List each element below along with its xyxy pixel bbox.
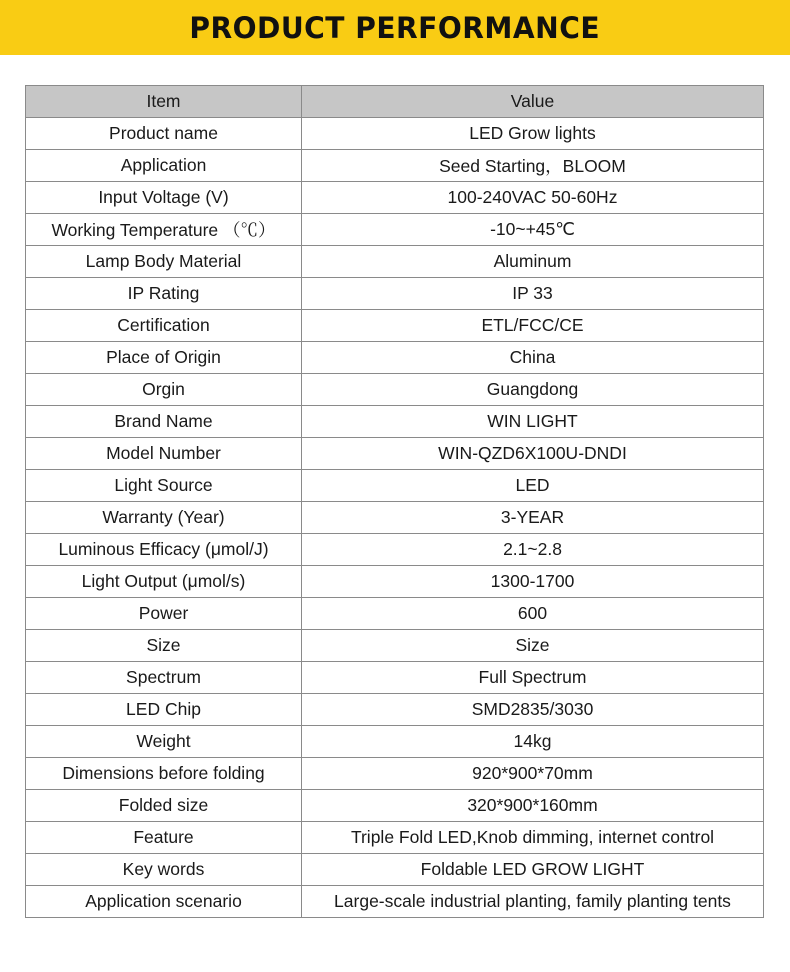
item-cell: Application [26,150,302,182]
item-cell: Application scenario [26,886,302,918]
item-cell: IP Rating [26,278,302,310]
value-cell: Size [302,630,764,662]
item-cell: LED Chip [26,694,302,726]
table-row [26,406,764,438]
table-row [26,214,764,246]
item-cell: Working Temperature （℃） [26,214,302,246]
item-cell: Luminous Efficacy (μmol/J) [26,534,302,566]
table-row [26,502,764,534]
item-cell: Dimensions before folding [26,758,302,790]
table-row [26,854,764,886]
table-row [26,726,764,758]
value-cell: China [302,342,764,374]
value-cell: 320*900*160mm [302,790,764,822]
page-title: PRODUCT PERFORMANCE [189,10,601,45]
value-cell: 100-240VAC 50-60Hz [302,182,764,214]
table-row [26,630,764,662]
table-row [26,598,764,630]
title-banner [0,0,790,55]
value-cell: Aluminum [302,246,764,278]
table-row [26,278,764,310]
spec-table [25,85,764,918]
table-row [26,182,764,214]
item-cell: Place of Origin [26,342,302,374]
item-cell: Light Output (μmol/s) [26,566,302,598]
table-row [26,822,764,854]
item-cell: Light Source [26,470,302,502]
item-cell: Size [26,630,302,662]
table-row [26,566,764,598]
table-row [26,758,764,790]
table-row [26,438,764,470]
value-cell: WIN LIGHT [302,406,764,438]
value-cell: ETL/FCC/CE [302,310,764,342]
table-row [26,790,764,822]
table-row [26,150,764,182]
value-cell: -10~+45℃ [302,214,764,246]
table-row [26,886,764,918]
value-cell: 3-YEAR [302,502,764,534]
item-cell: Product name [26,118,302,150]
value-cell: SMD2835/3030 [302,694,764,726]
column-header-value: Value [302,86,764,118]
item-cell: Model Number [26,438,302,470]
table-row [26,246,764,278]
item-cell: Spectrum [26,662,302,694]
value-cell: 600 [302,598,764,630]
item-cell: Orgin [26,374,302,406]
column-header-item: Item [26,86,302,118]
table-header-row [26,86,764,118]
table-row [26,310,764,342]
table-row [26,470,764,502]
value-cell: Guangdong [302,374,764,406]
table-row [26,534,764,566]
value-cell: WIN-QZD6X100U-DNDI [302,438,764,470]
item-cell: Feature [26,822,302,854]
value-cell: IP 33 [302,278,764,310]
table-row [26,694,764,726]
value-cell: LED Grow lights [302,118,764,150]
value-cell: Seed Starting，BLOOM [302,150,764,182]
value-cell: Foldable LED GROW LIGHT [302,854,764,886]
item-cell: Lamp Body Material [26,246,302,278]
value-cell: Full Spectrum [302,662,764,694]
table-row [26,118,764,150]
value-cell: 14kg [302,726,764,758]
value-cell: 1300-1700 [302,566,764,598]
item-cell: Input Voltage (V) [26,182,302,214]
item-cell: Warranty (Year) [26,502,302,534]
value-cell: LED [302,470,764,502]
value-cell: Triple Fold LED,Knob dimming, internet control [302,822,764,854]
table-row [26,342,764,374]
item-cell: Certification [26,310,302,342]
value-cell: 920*900*70mm [302,758,764,790]
item-cell: Key words [26,854,302,886]
item-cell: Power [26,598,302,630]
table-row [26,374,764,406]
table-row [26,662,764,694]
item-cell: Folded size [26,790,302,822]
item-cell: Brand Name [26,406,302,438]
value-cell: 2.1~2.8 [302,534,764,566]
item-cell: Weight [26,726,302,758]
value-cell: Large-scale industrial planting, family planting tents [302,886,764,918]
